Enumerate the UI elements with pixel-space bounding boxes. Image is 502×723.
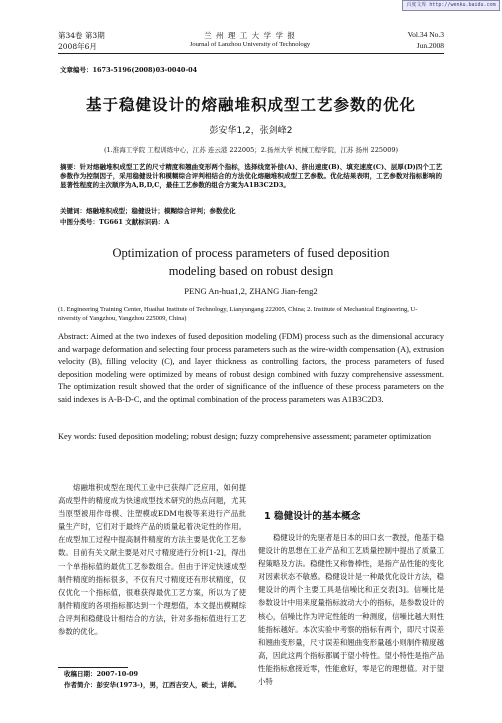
title-cn: 基于稳健设计的熔融堆积成型工艺参数的优化 xyxy=(85,96,416,114)
volume-cn: 第34卷 第3期 xyxy=(58,31,105,40)
title-en-line1: Optimization of process parameters of fused deposition xyxy=(112,246,390,260)
affiliation-en-line1: (1. Engineering Training Center, Huaihai Institute of Technology, Lianyungang 222005, China; 2. Institute of Mechanical Engineering, U- xyxy=(58,306,418,313)
header-rule xyxy=(58,53,444,54)
title-en-line2: modeling based on robust design xyxy=(168,264,334,278)
body-left-column: 熔融堆积成型在现代工业中已获得广泛应用，如何提高成型件的精度成为快速成型技术研究的热点问题，尤其当原型被用作母模、注塑模或EDM电极等来进行产品批量生产时，它们对于最终产品的质量起着决定性的作用。在成型加工过程中提高制件精度的方法主要是优化工艺参数。目前有关文献主要是对尺寸精度进行分析[1-2]，得出一个单指标值的最优工艺参数组合。但由于评定快速成型制件精度的指标很多，不仅有尺寸精度还有形状精度，仅仅优化一个指标值，很难获得最优工艺方案，所以为了使制件精度的各项指标都达到一个理想值，本文提出模糊综合评判和稳健设计相结合的方法，针对多指标值进行工艺参数的优化。 xyxy=(58,483,246,637)
keywords-en: Key words: fused deposition modeling; robust design; fuzzy comprehensive assessment; parameter optimization xyxy=(58,432,432,441)
affiliation-cn: (1.淮海工学院 工程训练中心，江苏 连云港 222005；2.扬州大学 机械工程学院，江苏 扬州 225009) xyxy=(104,146,398,154)
received-date: 收稿日期：2007-10-09 xyxy=(64,670,139,678)
article-number: 文章编号：1673-5196(2008)03-0040-04 xyxy=(60,66,198,74)
watermark-stamp: 百度文库 http://wenku.baidu.com xyxy=(402,0,500,11)
date-en: Jun.2008 xyxy=(416,41,444,50)
abstract-en: Abstract: Aimed at the two indexes of fused deposition modeling (FDM) process such as the dimensional accuracy and warpage deformation and selecting four process parameters such as the wire-width compensation (A), extrusion velocity (B), filling velocity (C), and layer thickness as controlling factors, the process parameters of fused deposition modeling were optimized by means of robust design combined with fuzzy comprehensive assessment. The optimization result showed that the order of significance of the influence of these process parameters on the said indexes is A-B-D-C, and the optimal combination of the process parameters was A1B3C2D3. xyxy=(58,332,444,404)
journal-cn: 兰 州 理 工 大 学 学 报 xyxy=(204,31,296,40)
abstract-cn: 摘要：针对熔融堆积成型工艺的尺寸精度和翘曲变形两个指标，选择线宽补偿(A)、挤出速度(B)、填充速度(C)、层厚(D)四个工艺参数作为控制因子，采用稳健设计和模糊综合评判相结合的方法优化熔融堆积成型工艺参数。优化结果表明，工艺参数对指标影响的显著性程度的主次顺序为A,B,D,C，最佳工艺参数的组合方案为A1B3C2D3。 xyxy=(60,163,442,189)
volume-en: Vol.34 No.3 xyxy=(407,30,444,39)
keywords-cn: 关键词：熔融堆积成型；稳健设计；模糊综合评判；参数优化 xyxy=(60,207,236,215)
authors-en: PENG An-hua1,2, ZHANG Jian-feng2 xyxy=(184,286,318,296)
section-title: 1 稳健设计的基本概念 xyxy=(264,511,361,522)
classification-cn: 中图分类号：TG661 文献标识码：A xyxy=(60,218,170,226)
date-cn: 2008年6月 xyxy=(58,42,97,51)
body-right-column: 稳健设计的先驱者是日本的田口玄一教授，他基于稳健设计的思想在工业产品和工艺质量控制中提出了质量工程策略及方法。稳健性又称鲁棒性，是指产品性能的变化对因素状态不敏感。稳健设计是一种最优化设计方法，稳健设计的两个主要工具是信噪比和正交表[3]。信噪比是参数设计中用来度量指标波动大小的指标，是参数设计的核心，信噪比作为评定性能的一种测度，信噪比越大则性能指标越好。本次实验中考察的指标有两个，即尺寸误差和翘曲变形量，尺寸误差和翘曲变形量越小则制件精度越高，因此这两个指标都属于望小特性。望小特性是指产品性能指标愈接近零，性能愈好，零是它的理想值。对于望小特 xyxy=(258,533,444,687)
journal-en: Journal of Lanzhou University of Technology xyxy=(189,41,311,48)
footnote-rule xyxy=(58,667,128,668)
author-info: 作者简介：彭安华(1973-)，男，江西吉安人，硕士，讲师。 xyxy=(64,681,241,689)
affiliation-en-line2: niversity of Yangzhou, Yangzhou 225009, China) xyxy=(58,315,187,322)
authors-cn: 彭安华1,2，张剑峰2 xyxy=(209,126,293,136)
